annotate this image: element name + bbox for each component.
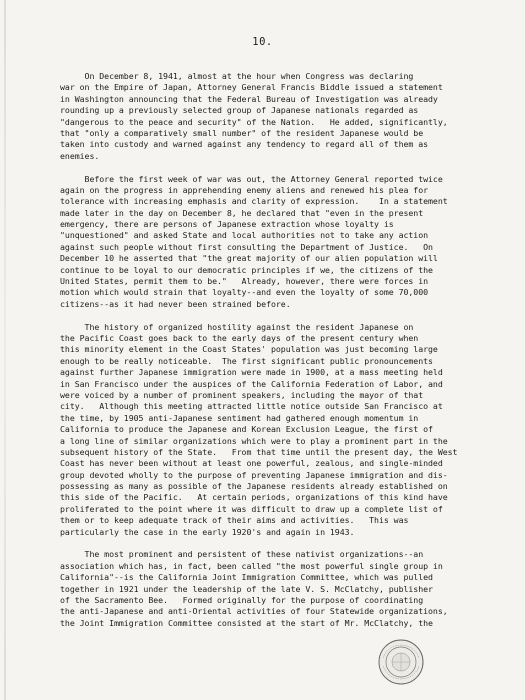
text-line: taken into custody and warned against any tendency to regard all of them as xyxy=(60,139,429,150)
text-line: emergency, there are persons of Japanese extraction whose loyalty is xyxy=(60,219,394,230)
text-line: enough to be really noticeable. The first significant public pronouncements xyxy=(60,355,433,366)
text-line: "dangerous to the peace and security" of the Nation. He added, significantly, xyxy=(60,116,448,127)
text-line: citizens--as it had never been strained before. xyxy=(60,298,291,309)
page-number: 10. xyxy=(252,36,273,48)
text-line: Coast has never been without at least one powerful, zealous, and single-minded xyxy=(60,458,443,469)
text-line: the Joint Immigration Committee consisted at the start of Mr. McClatchy, the xyxy=(60,617,433,628)
page-binding-edge xyxy=(4,0,6,700)
text-line: the Pacific Coast goes back to the early days of the present century when xyxy=(60,332,419,343)
text-line: California to produce the Japanese and Korean Exclusion League, the first of xyxy=(60,424,433,435)
text-line: rounding up a previously selected group of Japanese nationals regarded as xyxy=(60,105,419,116)
text-line: The most prominent and persistent of these nativist organizations--an xyxy=(60,549,424,560)
text-line: association which has, in fact, been called "the most powerful single group in xyxy=(60,560,443,571)
paragraph xyxy=(60,174,500,311)
text-line: were voiced by a number of prominent speakers, including the mayor of that xyxy=(60,389,424,400)
text-line: enemies. xyxy=(60,150,100,161)
text-line: a long line of similar organizations which were to play a prominent part in the xyxy=(60,435,448,446)
text-line: together in 1921 under the leadership of the late V. S. McClatchy, publisher xyxy=(60,583,433,594)
text-line: this side of the Pacific. At certain periods, organizations of this kind have xyxy=(60,492,448,503)
stamp-seal-graphic xyxy=(377,638,425,686)
text-line: the time, by 1905 anti-Japanese sentiment had gathered enough momentum in xyxy=(60,412,419,423)
text-line: continue to be loyal to our democratic principles if we, the citizens of the xyxy=(60,264,433,275)
text-line: in San Francisco under the auspices of the California Federation of Labor, and xyxy=(60,378,443,389)
text-line: against further Japanese immigration were made in 1900, at a mass meeting held xyxy=(60,367,443,378)
paragraph xyxy=(60,71,500,162)
text-line: group devoted wholly to the purpose of preventing Japanese immigration and dis- xyxy=(60,469,448,480)
text-line: again on the progress in apprehending enemy aliens and renewed his plea for xyxy=(60,184,429,195)
text-line: California"--is the California Joint Immigration Committee, which was pulled xyxy=(60,572,433,583)
text-line: this minority element in the Coast States' population was just becoming large xyxy=(60,344,438,355)
text-line: particularly the case in the early 1920's and again in 1943. xyxy=(60,526,355,537)
text-line: war on the Empire of Japan, Attorney General Francis Biddle issued a statement xyxy=(60,82,443,93)
text-line: made later in the day on December 8, he declared that "even in the present xyxy=(60,207,424,218)
text-line: Before the first week of war was out, the Attorney General reported twice xyxy=(60,173,443,184)
text-line: the anti-Japanese and anti-Oriental activities of four Statewide organizations, xyxy=(60,606,448,617)
text-line: against such people without first consulting the Department of Justice. On xyxy=(60,241,433,252)
text-line: The history of organized hostility against the resident Japanese on xyxy=(60,321,414,332)
text-line: proliferated to the point where it was difficult to draw up a complete list of xyxy=(60,503,443,514)
document-body xyxy=(60,71,500,641)
text-line: them or to keep adequate track of their aims and activities. This was xyxy=(60,515,409,526)
paragraph xyxy=(60,549,500,629)
text-line: of the Sacramento Bee. Formed originally for the purpose of coordinating xyxy=(60,594,424,605)
text-line: that "only a comparatively small number" of the resident Japanese would be xyxy=(60,127,424,138)
text-line: tolerance with increasing emphasis and clarity of expression. In a statement xyxy=(60,196,448,207)
text-line: in Washington announcing that the Federal Bureau of Investigation was already xyxy=(60,93,438,104)
text-line: possessing as many as possible of the Japanese residents already established on xyxy=(60,481,448,492)
paragraph xyxy=(60,322,500,538)
text-line: city. Although this meeting attracted little notice outside San Francisco at xyxy=(60,401,443,412)
text-line: motion which would strain that loyalty--and even the loyalty of some 70,000 xyxy=(60,287,429,298)
text-line: "unquestioned" and asked State and local authorities not to take any action xyxy=(60,230,429,241)
text-line: subsequent history of the State. From that time until the present day, the West xyxy=(60,446,458,457)
text-line: On December 8, 1941, almost at the hour when Congress was declaring xyxy=(60,71,414,81)
text-line: United States, permit them to be." Already, however, there were forces in xyxy=(60,276,429,287)
text-line: December 10 he asserted that "the great majority of our alien population will xyxy=(60,253,438,264)
archive-stamp-seal xyxy=(377,638,425,686)
